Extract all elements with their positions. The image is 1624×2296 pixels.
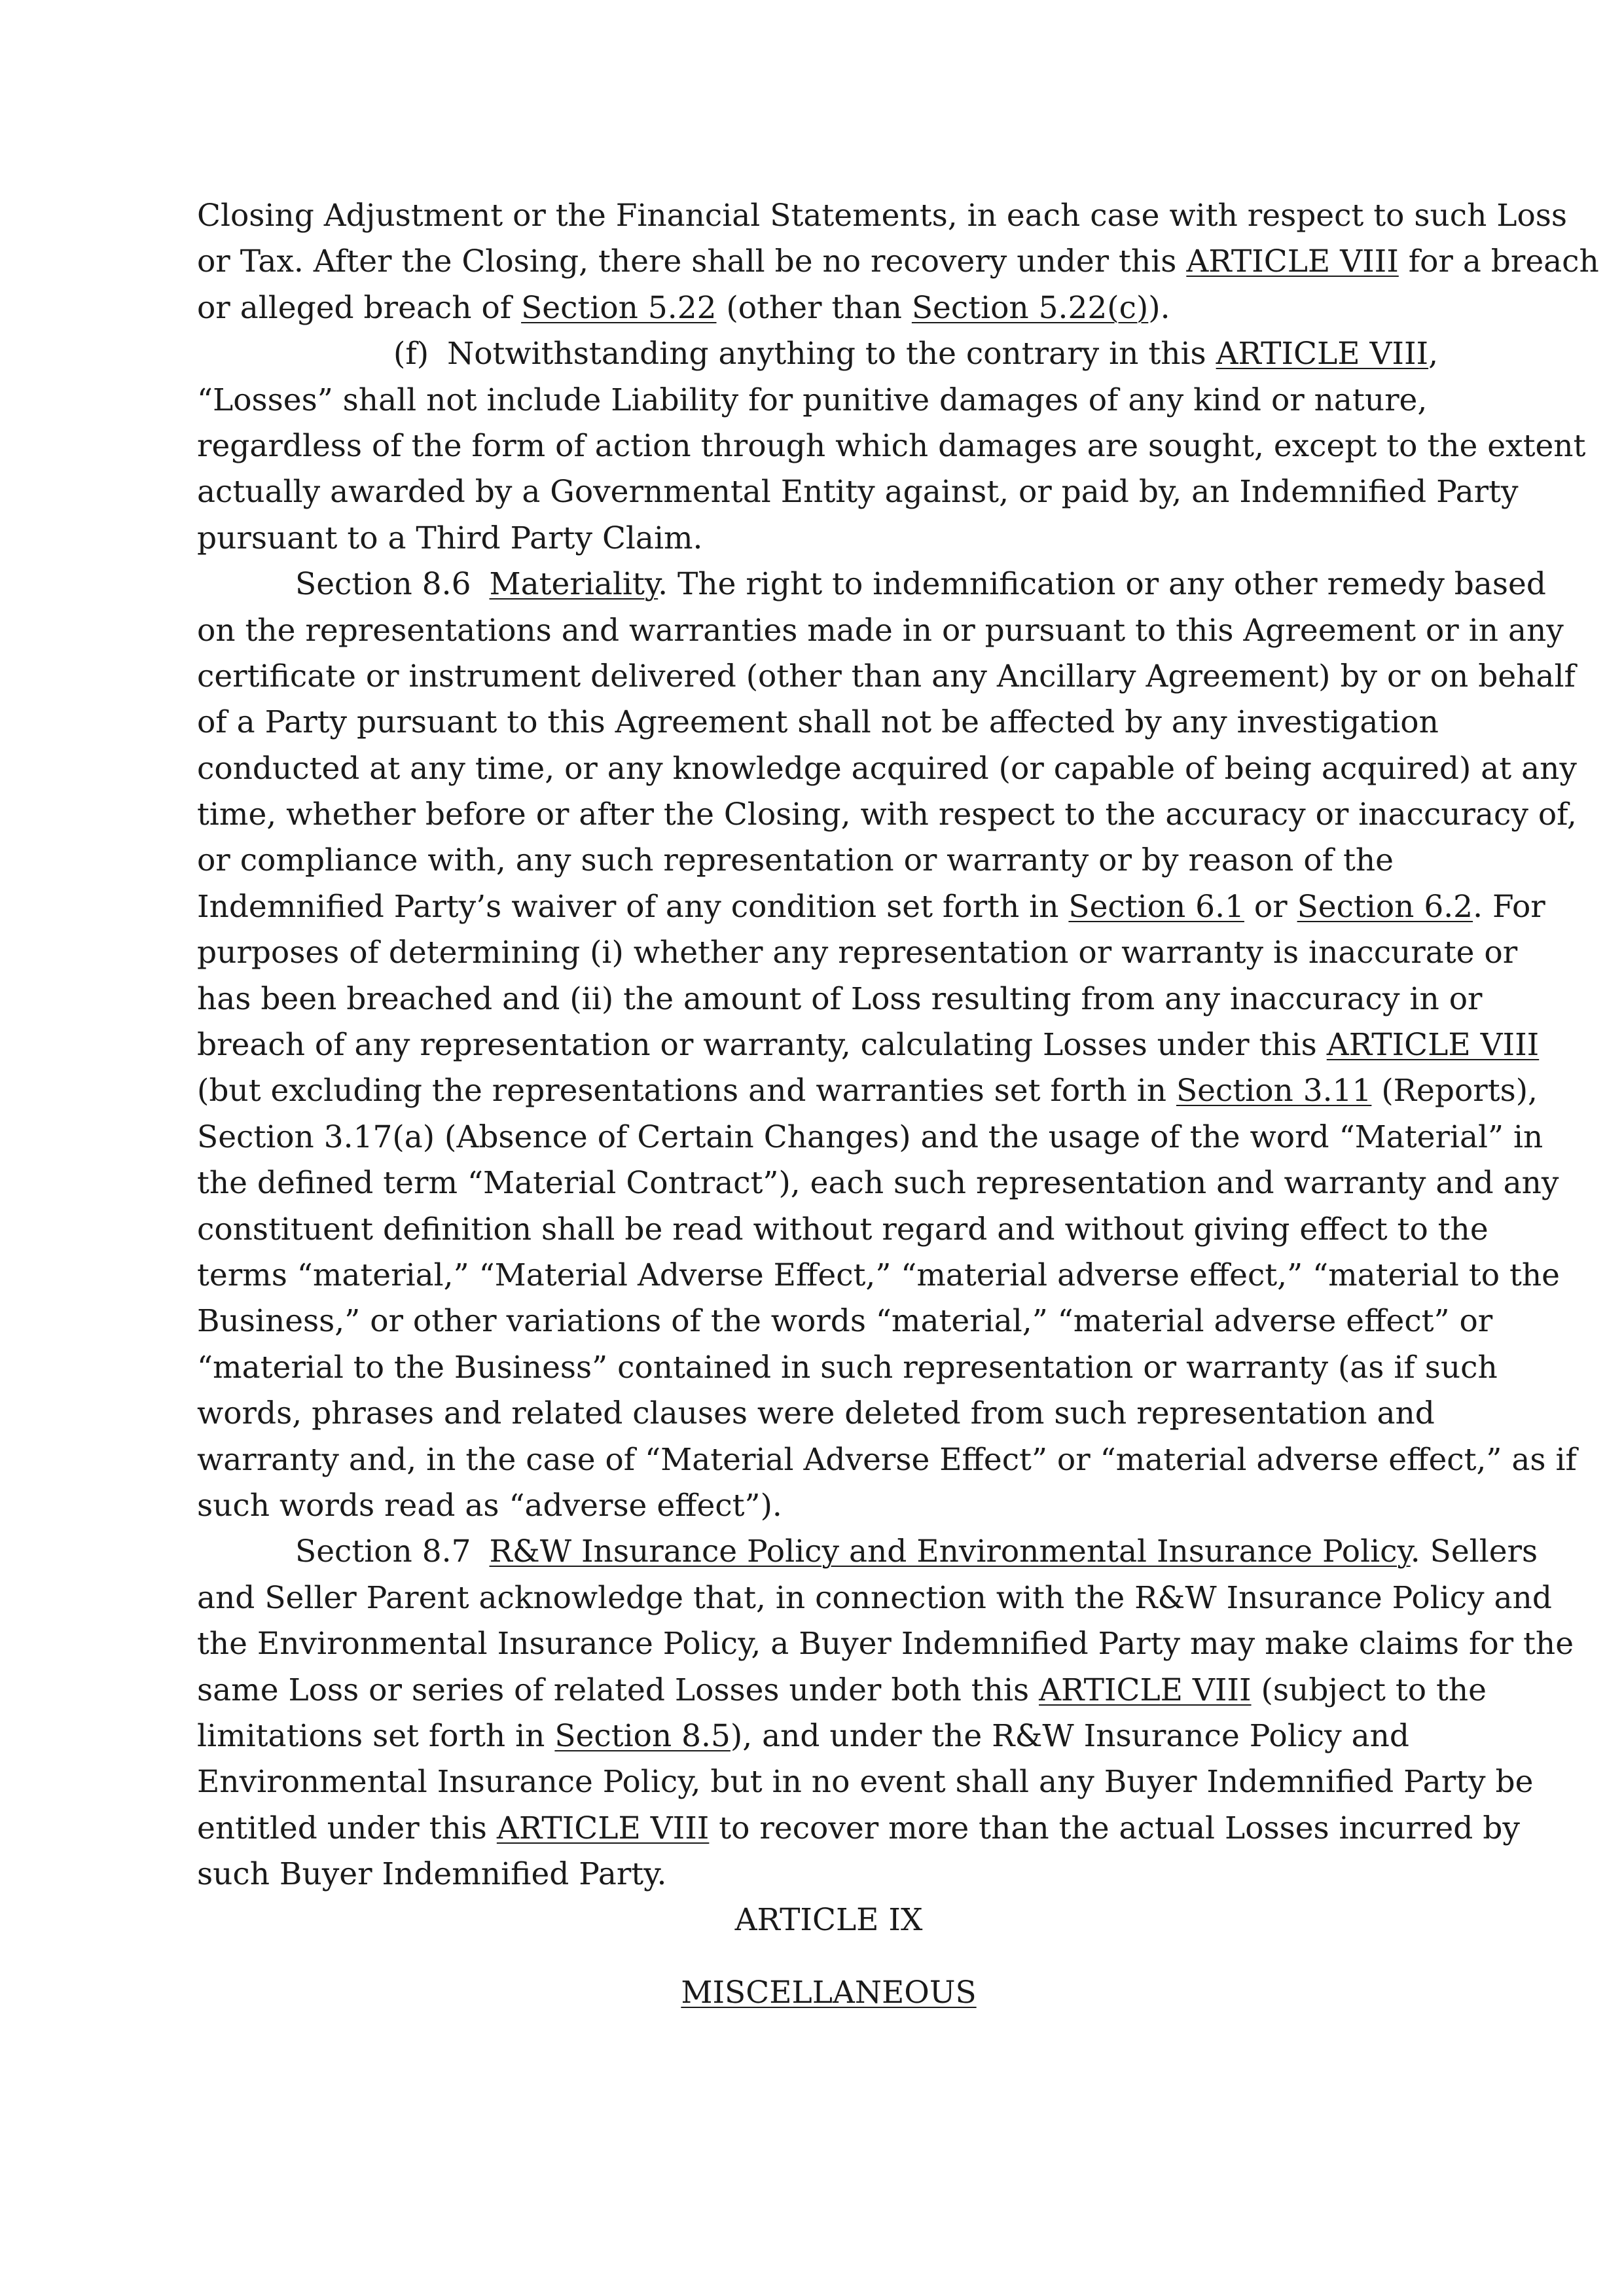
text-line: such words read as “adverse effect”). bbox=[197, 1487, 782, 1524]
text-line bbox=[197, 1713, 1460, 1759]
text-line: “Losses” shall not include Liability for punitive damages of any kind or nature, bbox=[197, 382, 1428, 418]
text-line bbox=[197, 285, 1460, 331]
text-line: such Buyer Indemnified Party. bbox=[197, 1856, 667, 1893]
text-run: (but excluding the representations and warranties set forth in bbox=[197, 1073, 1176, 1109]
text-run: or alleged breach of bbox=[197, 289, 522, 326]
text-run: (other than bbox=[716, 289, 912, 326]
text-line: on the representations and warranties made in or pursuant to this Agreement or in any bbox=[197, 612, 1564, 649]
text-line bbox=[197, 331, 1460, 377]
text-run: to recover more than the actual Losses incurred by bbox=[709, 1810, 1520, 1846]
document-page bbox=[197, 193, 1599, 2016]
text-run: . Sellers bbox=[1410, 1534, 1538, 1570]
section-8-5-link[interactable]: Section 8.5 bbox=[554, 1717, 731, 1754]
text-line: Section 3.17(a) (Absence of Certain Changes) and the usage of the word “Material” in bbox=[197, 1119, 1543, 1155]
text-line: words, phrases and related clauses were deleted from such representation and bbox=[197, 1395, 1435, 1432]
article-title bbox=[197, 1970, 1460, 2016]
section-6-1-link[interactable]: Section 6.1 bbox=[1068, 888, 1244, 925]
text-run: same Loss or series of related Losses under both this bbox=[197, 1672, 1039, 1708]
text-line: Closing Adjustment or the Financial Statements, in each case with respect to such Loss bbox=[197, 198, 1568, 234]
text-line: pursuant to a Third Party Claim. bbox=[197, 520, 703, 556]
text-line: constituent definition shall be read without regard and without giving effect to the bbox=[197, 1211, 1489, 1247]
text-run: or bbox=[1244, 888, 1297, 925]
section-8-7 bbox=[197, 1529, 1574, 1897]
text-run: entitled under this bbox=[197, 1810, 497, 1846]
text-line: certificate or instrument delivered (other than any Ancillary Agreement) by or on behalf bbox=[197, 658, 1576, 694]
section-number: Section 8.6 bbox=[295, 566, 471, 603]
article-viii-link[interactable]: ARTICLE VIII bbox=[1216, 336, 1429, 372]
text-run: for a breach bbox=[1398, 243, 1599, 280]
article-title-text: MISCELLANEOUS bbox=[681, 1974, 977, 2011]
text-line: Business,” or other variations of the words “material,” “material adverse effect” or bbox=[197, 1303, 1493, 1340]
text-line bbox=[197, 1022, 1540, 1068]
text-line bbox=[197, 1529, 1538, 1575]
text-line bbox=[197, 239, 1599, 285]
text-run: , bbox=[1428, 336, 1439, 372]
text-run: . For bbox=[1473, 888, 1545, 925]
text-run: ), and under the R&W Insurance Policy and bbox=[730, 1717, 1409, 1754]
text-line: purposes of determining (i) whether any representation or warranty is inaccurate or bbox=[197, 935, 1518, 971]
section-5-22-link[interactable]: Section 5.22 bbox=[521, 289, 717, 326]
article-viii-link[interactable]: ARTICLE VIII bbox=[496, 1810, 710, 1846]
article-viii-link[interactable]: ARTICLE VIII bbox=[1039, 1672, 1252, 1708]
article-viii-link[interactable]: ARTICLE VIII bbox=[1326, 1027, 1540, 1064]
text-line bbox=[197, 884, 1545, 930]
text-line: Environmental Insurance Policy, but in no event shall any Buyer Indemnified Party be bbox=[197, 1764, 1534, 1801]
paragraph-continuation bbox=[197, 193, 1599, 331]
text-line: of a Party pursuant to this Agreement shall not be affected by any investigation bbox=[197, 704, 1439, 741]
text-line: “material to the Business” contained in such representation or warranty (as if such bbox=[197, 1349, 1498, 1386]
text-line: regardless of the form of action through which damages are sought, except to the extent bbox=[197, 427, 1586, 464]
section-5-22c-link[interactable]: Section 5.22(c) bbox=[911, 289, 1149, 326]
subsection-f bbox=[197, 331, 1586, 562]
section-title: R&W Insurance Policy and Environmental Insurance Policy bbox=[489, 1534, 1411, 1570]
text-line bbox=[197, 1668, 1487, 1713]
text-run: or Tax. After the Closing, there shall be no recovery under this bbox=[197, 243, 1187, 280]
text-run: ). bbox=[1148, 289, 1170, 326]
text-line bbox=[197, 562, 1546, 607]
text-run: breach of any representation or warranty, calculating Losses under this bbox=[197, 1027, 1327, 1064]
section-number: Section 8.7 bbox=[295, 1534, 471, 1570]
section-title: Materiality bbox=[489, 566, 659, 603]
section-8-6 bbox=[197, 562, 1577, 1529]
text-line: has been breached and (ii) the amount of Loss resulting from any inaccuracy in or bbox=[197, 980, 1483, 1017]
text-line: the defined term “Material Contract”), each such representation and warranty and any bbox=[197, 1165, 1559, 1202]
section-6-2-link[interactable]: Section 6.2 bbox=[1297, 888, 1473, 925]
text-line: conducted at any time, or any knowledge acquired (or capable of being acquired) at any bbox=[197, 750, 1577, 787]
text-line: time, whether before or after the Closing, with respect to the accuracy or inaccuracy of, bbox=[197, 797, 1577, 833]
text-line: warranty and, in the case of “Material Adverse Effect” or “material adverse effect,” as if bbox=[197, 1441, 1577, 1478]
text-line: the Environmental Insurance Policy, a Buyer Indemnified Party may make claims for the bbox=[197, 1626, 1574, 1662]
text-run: (Reports), bbox=[1371, 1073, 1538, 1109]
text-run: (subject to the bbox=[1251, 1672, 1487, 1708]
article-viii-link[interactable]: ARTICLE VIII bbox=[1186, 243, 1399, 280]
text-line bbox=[197, 1068, 1538, 1114]
subsection-label: (f) bbox=[393, 336, 429, 372]
article-heading: ARTICLE IX bbox=[734, 1902, 923, 1939]
section-3-11-link[interactable]: Section 3.11 bbox=[1176, 1073, 1372, 1109]
text-line: actually awarded by a Governmental Entity against, or paid by, an Indemnified Party bbox=[197, 474, 1519, 511]
text-line: terms “material,” “Material Adverse Effect,” “material adverse effect,” “material to the bbox=[197, 1257, 1560, 1293]
text-line: or compliance with, any such representation or warranty or by reason of the bbox=[197, 842, 1394, 879]
text-run: limitations set forth in bbox=[197, 1717, 555, 1754]
text-run: Notwithstanding anything to the contrary in this bbox=[447, 336, 1216, 372]
text-run: Indemnified Party’s waiver of any condition set forth in bbox=[197, 888, 1069, 925]
text-run: . The right to indemnification or any other remedy based bbox=[658, 566, 1546, 603]
text-line bbox=[197, 1806, 1520, 1852]
text-line: and Seller Parent acknowledge that, in connection with the R&W Insurance Policy and bbox=[197, 1579, 1552, 1616]
